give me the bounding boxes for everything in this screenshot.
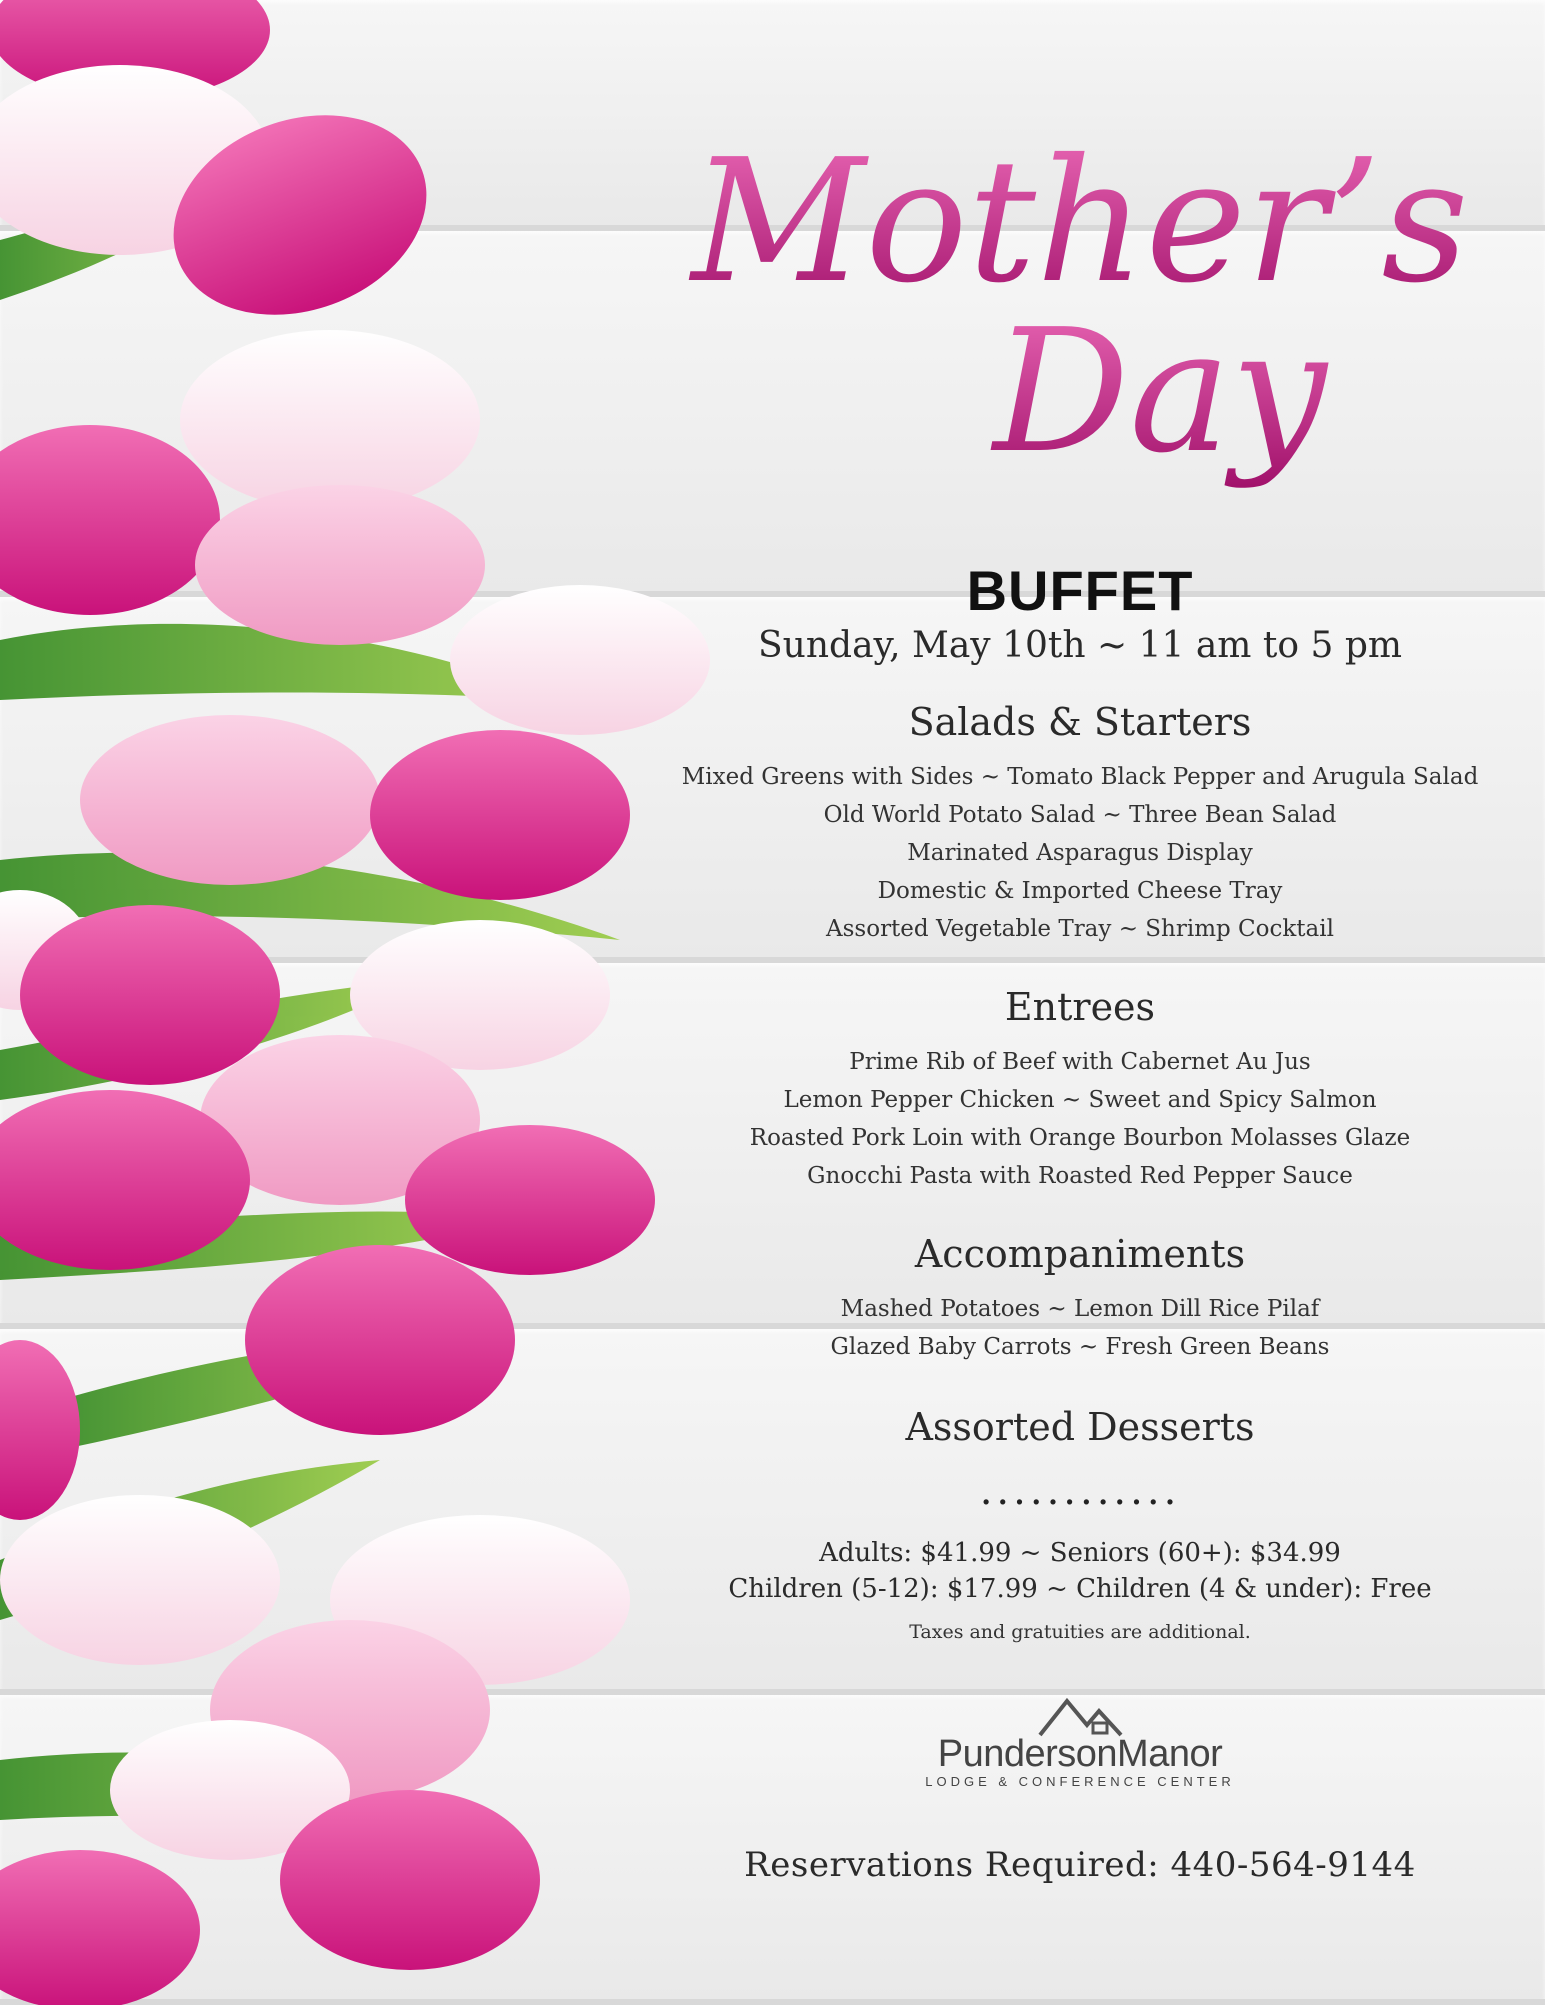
mothers-day-title [691, 80, 1469, 550]
event-date-time: Sunday, May 10th ~ 11 am to 5 pm [757, 625, 1402, 666]
menu-item: Domestic & Imported Cheese Tray [877, 878, 1283, 904]
price-line-adults-seniors: Adults: $41.99 ~ Seniors (60+): $34.99 [819, 1538, 1341, 1568]
section-heading: Entrees [1004, 985, 1156, 1029]
menu-item: Marinated Asparagus Display [907, 840, 1253, 866]
menu-item: Lemon Pepper Chicken ~ Sweet and Spicy Salmon [783, 1087, 1377, 1113]
title-line-1: Mother’s [691, 123, 1469, 321]
menu-item: Gnocchi Pasta with Roasted Red Pepper Sauce [807, 1163, 1353, 1189]
section-entrees [660, 985, 1500, 1195]
logo-subtitle: LODGE & CONFERENCE CENTER [925, 1774, 1235, 1789]
menu-panel [660, 0, 1520, 1999]
reservations-line: Reservations Required: 440-564-9144 [744, 1845, 1416, 1885]
menu-item: Glazed Baby Carrots ~ Fresh Green Beans [830, 1334, 1330, 1360]
section-desserts [660, 1405, 1500, 1463]
section-accompaniments [660, 1232, 1500, 1366]
section-heading: Assorted Desserts [905, 1405, 1255, 1449]
section-heading: Salads & Starters [908, 700, 1252, 744]
house-roof-icon [1035, 1695, 1125, 1737]
punderson-manor-logo [900, 1695, 1260, 1789]
menu-item: Old World Potato Salad ~ Three Bean Salad [823, 802, 1337, 828]
menu-item: Prime Rib of Beef with Cabernet Au Jus [849, 1049, 1311, 1075]
dotted-divider: ............ [979, 1468, 1181, 1514]
price-line-children: Children (5-12): $17.99 ~ Children (4 & under): Free [728, 1574, 1432, 1604]
menu-item: Mashed Potatoes ~ Lemon Dill Rice Pilaf [840, 1296, 1320, 1322]
menu-item: Assorted Vegetable Tray ~ Shrimp Cocktail [826, 916, 1334, 942]
pricing-block [660, 1535, 1500, 1643]
menu-item: Roasted Pork Loin with Orange Bourbon Molasses Glaze [749, 1125, 1411, 1151]
title-line-2: Day [993, 293, 1327, 491]
buffet-heading: BUFFET [966, 559, 1194, 622]
section-salads-starters [660, 700, 1500, 948]
menu-item: Mixed Greens with Sides ~ Tomato Black Pepper and Arugula Salad [681, 764, 1479, 790]
logo-name: PundersonManor [937, 1733, 1223, 1775]
tax-note: Taxes and gratuities are additional. [909, 1621, 1251, 1643]
tulip-bouquet-illustration [0, 0, 720, 1999]
section-heading: Accompaniments [914, 1232, 1246, 1276]
